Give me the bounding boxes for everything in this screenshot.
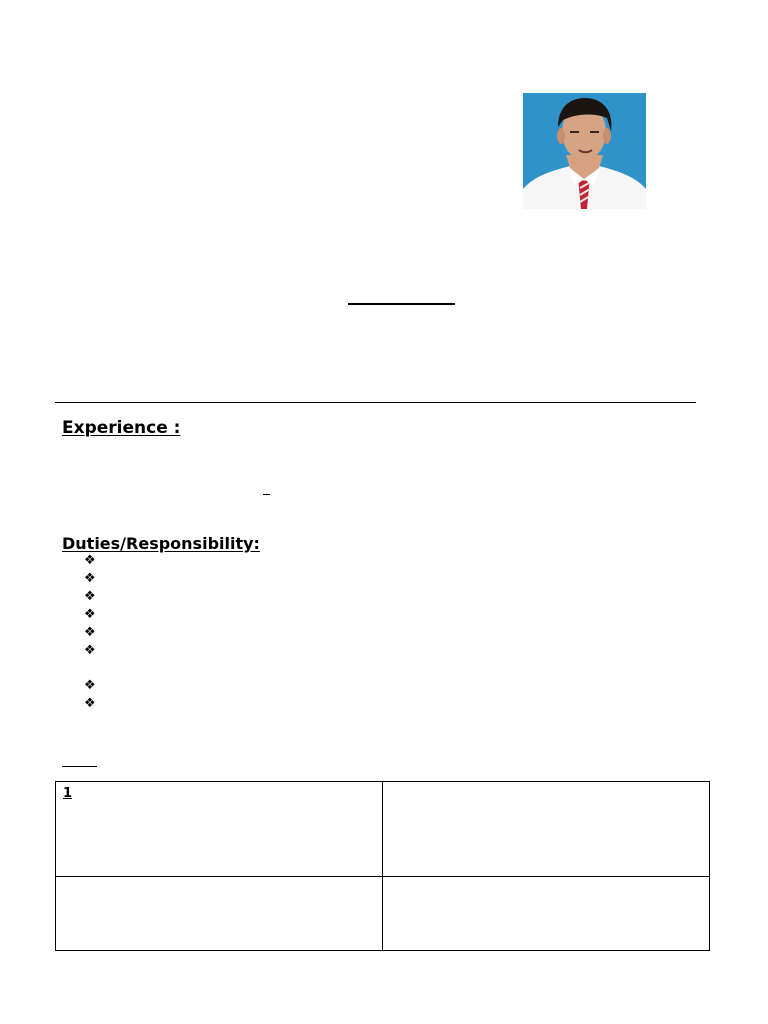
table-row [56,877,710,951]
duty-bullet-icon: ❖ [84,589,96,604]
experience-heading: Experience : [62,418,181,438]
section-underline [62,766,97,767]
table-cell [383,782,710,877]
duties-heading: Duties/Responsibility: [62,534,260,553]
duty-bullet-icon: ❖ [84,678,96,693]
table-cell [383,877,710,951]
duty-bullet-icon: ❖ [84,571,96,586]
profile-photo [523,93,646,209]
duty-bullet-icon: ❖ [84,696,96,711]
duty-bullet-icon: ❖ [84,553,96,568]
table-cell [56,877,383,951]
row-number: 1 [63,786,73,801]
underline-mark [263,494,270,495]
table-row [56,782,710,877]
duty-bullet-icon: ❖ [84,607,96,622]
name-underline [348,303,455,305]
duty-bullet-icon: ❖ [84,625,96,640]
duty-bullet-icon: ❖ [84,643,96,658]
section-divider [55,402,696,403]
details-table [55,781,710,951]
table-cell [56,782,383,877]
